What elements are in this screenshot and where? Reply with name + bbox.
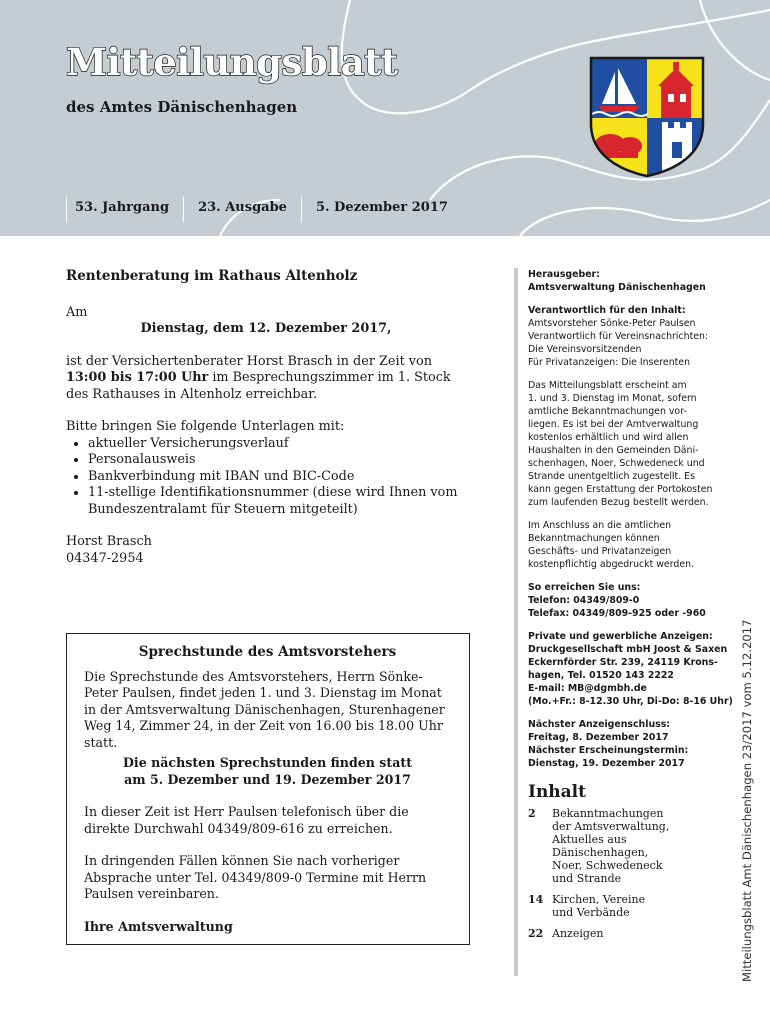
note-line: kostenlos erhältlich und wird allen <box>528 432 689 443</box>
toc-item[interactable] <box>528 927 740 940</box>
ads-note <box>528 519 740 571</box>
contact-line: So erreichen Sie uns: <box>528 582 641 593</box>
toc-line: Noer, Schwedeneck <box>552 859 663 872</box>
note-line: liegen. Es ist bei der Amtverwaltung <box>528 419 699 430</box>
toc-line: der Amtsverwaltung, <box>552 820 670 833</box>
responsible-line: Für Privatanzeigen: Die Inserenten <box>528 357 691 368</box>
note-line: amtliche Bekanntmachungen vor- <box>528 406 687 417</box>
box-paragraph-1: Die Sprechstunde des Amtsvorstehers, Herrn Sönke-Peter Paulsen, findet jeden 1. und 3. Dienstag im Monat in der Amtsverwaltung Dänischenhagen, Sturenhagener Weg 14, Zimmer 24, in der Zeit von 16.00 bis 18.00 Uhr statt. <box>84 668 445 750</box>
box-paragraph-3: In dieser Zeit ist Herr Paulsen telefonisch über die direkte Durchwahl 04349/809-616 zu erreichen. <box>84 804 409 836</box>
p1-text-c: des Rathauses in Altenholz erreichbar. <box>66 386 318 402</box>
ads-line: hagen, Tel. 01520 143 2222 <box>528 670 674 681</box>
note-line: kann gegen Erstattung der Portokosten <box>528 484 713 495</box>
list-item: • 11-stellige Identifikationsnummer (diese wird Ihnen vom Bundeszentralamt für Steuern mitgeteilt) <box>88 485 466 518</box>
note-line: kostenpflichtig abgedruckt werden. <box>528 559 695 570</box>
publisher <box>528 268 740 294</box>
box-highlight <box>84 755 451 788</box>
next-line: Nächster Erscheinungstermin: <box>528 745 689 756</box>
box-title: Sprechstunde des Amtsvorstehers <box>138 644 397 660</box>
toc-line: und Strande <box>552 872 622 885</box>
ads-line: (Mo.+Fr.: 8-12.30 Uhr, Di-Do: 8-16 Uhr) <box>528 696 733 707</box>
next-line: Dienstag, 19. Dezember 2017 <box>528 758 685 769</box>
ads-line: E-mail: MB@dgmbh.de <box>528 683 647 694</box>
toc-title: Inhalt <box>528 782 586 802</box>
list-item: • Bankverbindung mit IBAN und BIC-Code <box>88 469 466 486</box>
responsible <box>528 304 740 369</box>
responsible-label: Verantwortlich für den Inhalt: <box>528 305 686 316</box>
contact-line: Telefax: 04349/809-925 oder -960 <box>528 608 706 619</box>
next-line: Freitag, 8. Dezember 2017 <box>528 732 669 743</box>
vertical-issue-note: Mitteilungsblatt Amt Dänischenhagen 23/2017 vom 5.12.2017 <box>740 619 754 982</box>
toc-item[interactable] <box>528 807 740 885</box>
publisher-value: Amtsverwaltung Dänischenhagen <box>528 282 706 293</box>
toc-line: Dänischenhagen, <box>552 846 649 859</box>
toc-line: Kirchen, Vereine <box>552 893 646 906</box>
highlight-line-1: Die nächsten Sprechstunden finden statt <box>122 755 413 770</box>
box-paragraph-4: In dringenden Fällen können Sie nach vorheriger Absprache unter Tel. 04349/809-0 Termine mit Herrn Paulsen vereinbaren. <box>84 853 427 901</box>
volume: 53. Jahrgang <box>66 196 183 222</box>
article-title: Rentenberatung im Rathaus Altenholz <box>66 268 358 284</box>
imprint <box>528 268 740 948</box>
toc-text <box>552 893 682 919</box>
ads-line: Private und gewerbliche Anzeigen: <box>528 631 713 642</box>
toc-line: Anzeigen <box>552 927 604 940</box>
list-item: • Personalausweis <box>88 452 466 469</box>
issue-info <box>66 196 462 222</box>
masthead-subtitle: des Amtes Dänischenhagen <box>66 98 298 116</box>
article-am: Am <box>66 304 88 320</box>
coat-of-arms-icon <box>588 56 706 178</box>
toc-page: 2 <box>528 807 536 820</box>
toc-item[interactable] <box>528 893 740 919</box>
masthead-title: Mitteilungsblatt <box>66 40 398 84</box>
note-line: schenhagen, Noer, Schwedeneck und <box>528 458 705 469</box>
p1-text-b: im Besprechungszimmer im 1. Stock <box>208 370 451 385</box>
toc-page: 22 <box>528 927 544 940</box>
note-line: Strande unentgeltlich zugestellt. Es <box>528 471 695 482</box>
article-paragraph-2: Bitte bringen Sie folgende Unterlagen mit: <box>66 419 345 434</box>
ads-line: Druckgesellschaft mbH Joost & Saxen <box>528 644 728 655</box>
note-line: Bekanntmachungen können <box>528 533 660 544</box>
sidebar-bar <box>514 268 518 976</box>
publisher-label: Herausgeber: <box>528 269 600 280</box>
sprechstunde-box <box>66 633 470 945</box>
next-dates <box>528 718 740 770</box>
issue-number: 23. Ausgabe <box>183 196 301 222</box>
contact-name: Horst Brasch <box>66 534 152 549</box>
ads-line: Eckernförder Str. 239, 24119 Krons- <box>528 657 718 668</box>
toc-line: und Verbände <box>552 906 630 919</box>
issue-date: 5. Dezember 2017 <box>301 196 462 222</box>
document-list <box>66 436 466 519</box>
ads-contact <box>528 630 740 708</box>
masthead <box>0 0 770 236</box>
responsible-line: Amtsvorsteher Sönke-Peter Paulsen <box>528 318 696 329</box>
note-line: Geschäfts- und Privatanzeigen <box>528 546 672 557</box>
responsible-line: Verantwortlich für Vereinsnachrichten: <box>528 331 709 342</box>
p1-text-a: ist der Versichertenberater Horst Brasch in der Zeit von <box>66 353 432 369</box>
list-item: • aktueller Versicherungsverlauf <box>88 436 466 453</box>
toc-page: 14 <box>528 893 544 906</box>
box-signature: Ihre Amtsverwaltung <box>84 918 233 934</box>
toc-line: Bekanntmachungen <box>552 807 664 820</box>
toc-text <box>552 807 682 885</box>
contact-line: Telefon: 04349/809-0 <box>528 595 640 606</box>
article-date: Dienstag, dem 12. Dezember 2017, <box>140 321 392 336</box>
rentenberatung-article <box>66 268 466 567</box>
note-line: zum laufenden Bezug bestellt werden. <box>528 497 709 508</box>
contact-phone: 04347-2954 <box>66 550 144 566</box>
note-line: Haushalten in den Gemeinden Däni- <box>528 445 699 456</box>
p1-time: 13:00 bis 17:00 Uhr <box>66 370 209 385</box>
note-line: 1. und 3. Dienstag im Monat, sofern <box>528 393 697 404</box>
note-line: Das Mitteilungsblatt erscheint am <box>528 380 687 391</box>
note-line: Im Anschluss an die amtlichen <box>528 520 672 531</box>
article-paragraph-1 <box>66 354 466 404</box>
toc-text <box>552 927 682 940</box>
toc-line: Aktuelles aus <box>552 833 627 846</box>
contact-info <box>528 581 740 620</box>
next-line: Nächster Anzeigenschluss: <box>528 719 671 730</box>
highlight-line-2: am 5. Dezember und 19. Dezember 2017 <box>124 771 411 787</box>
responsible-line: Die Vereinsvorsitzenden <box>528 344 642 355</box>
publication-note <box>528 379 740 509</box>
